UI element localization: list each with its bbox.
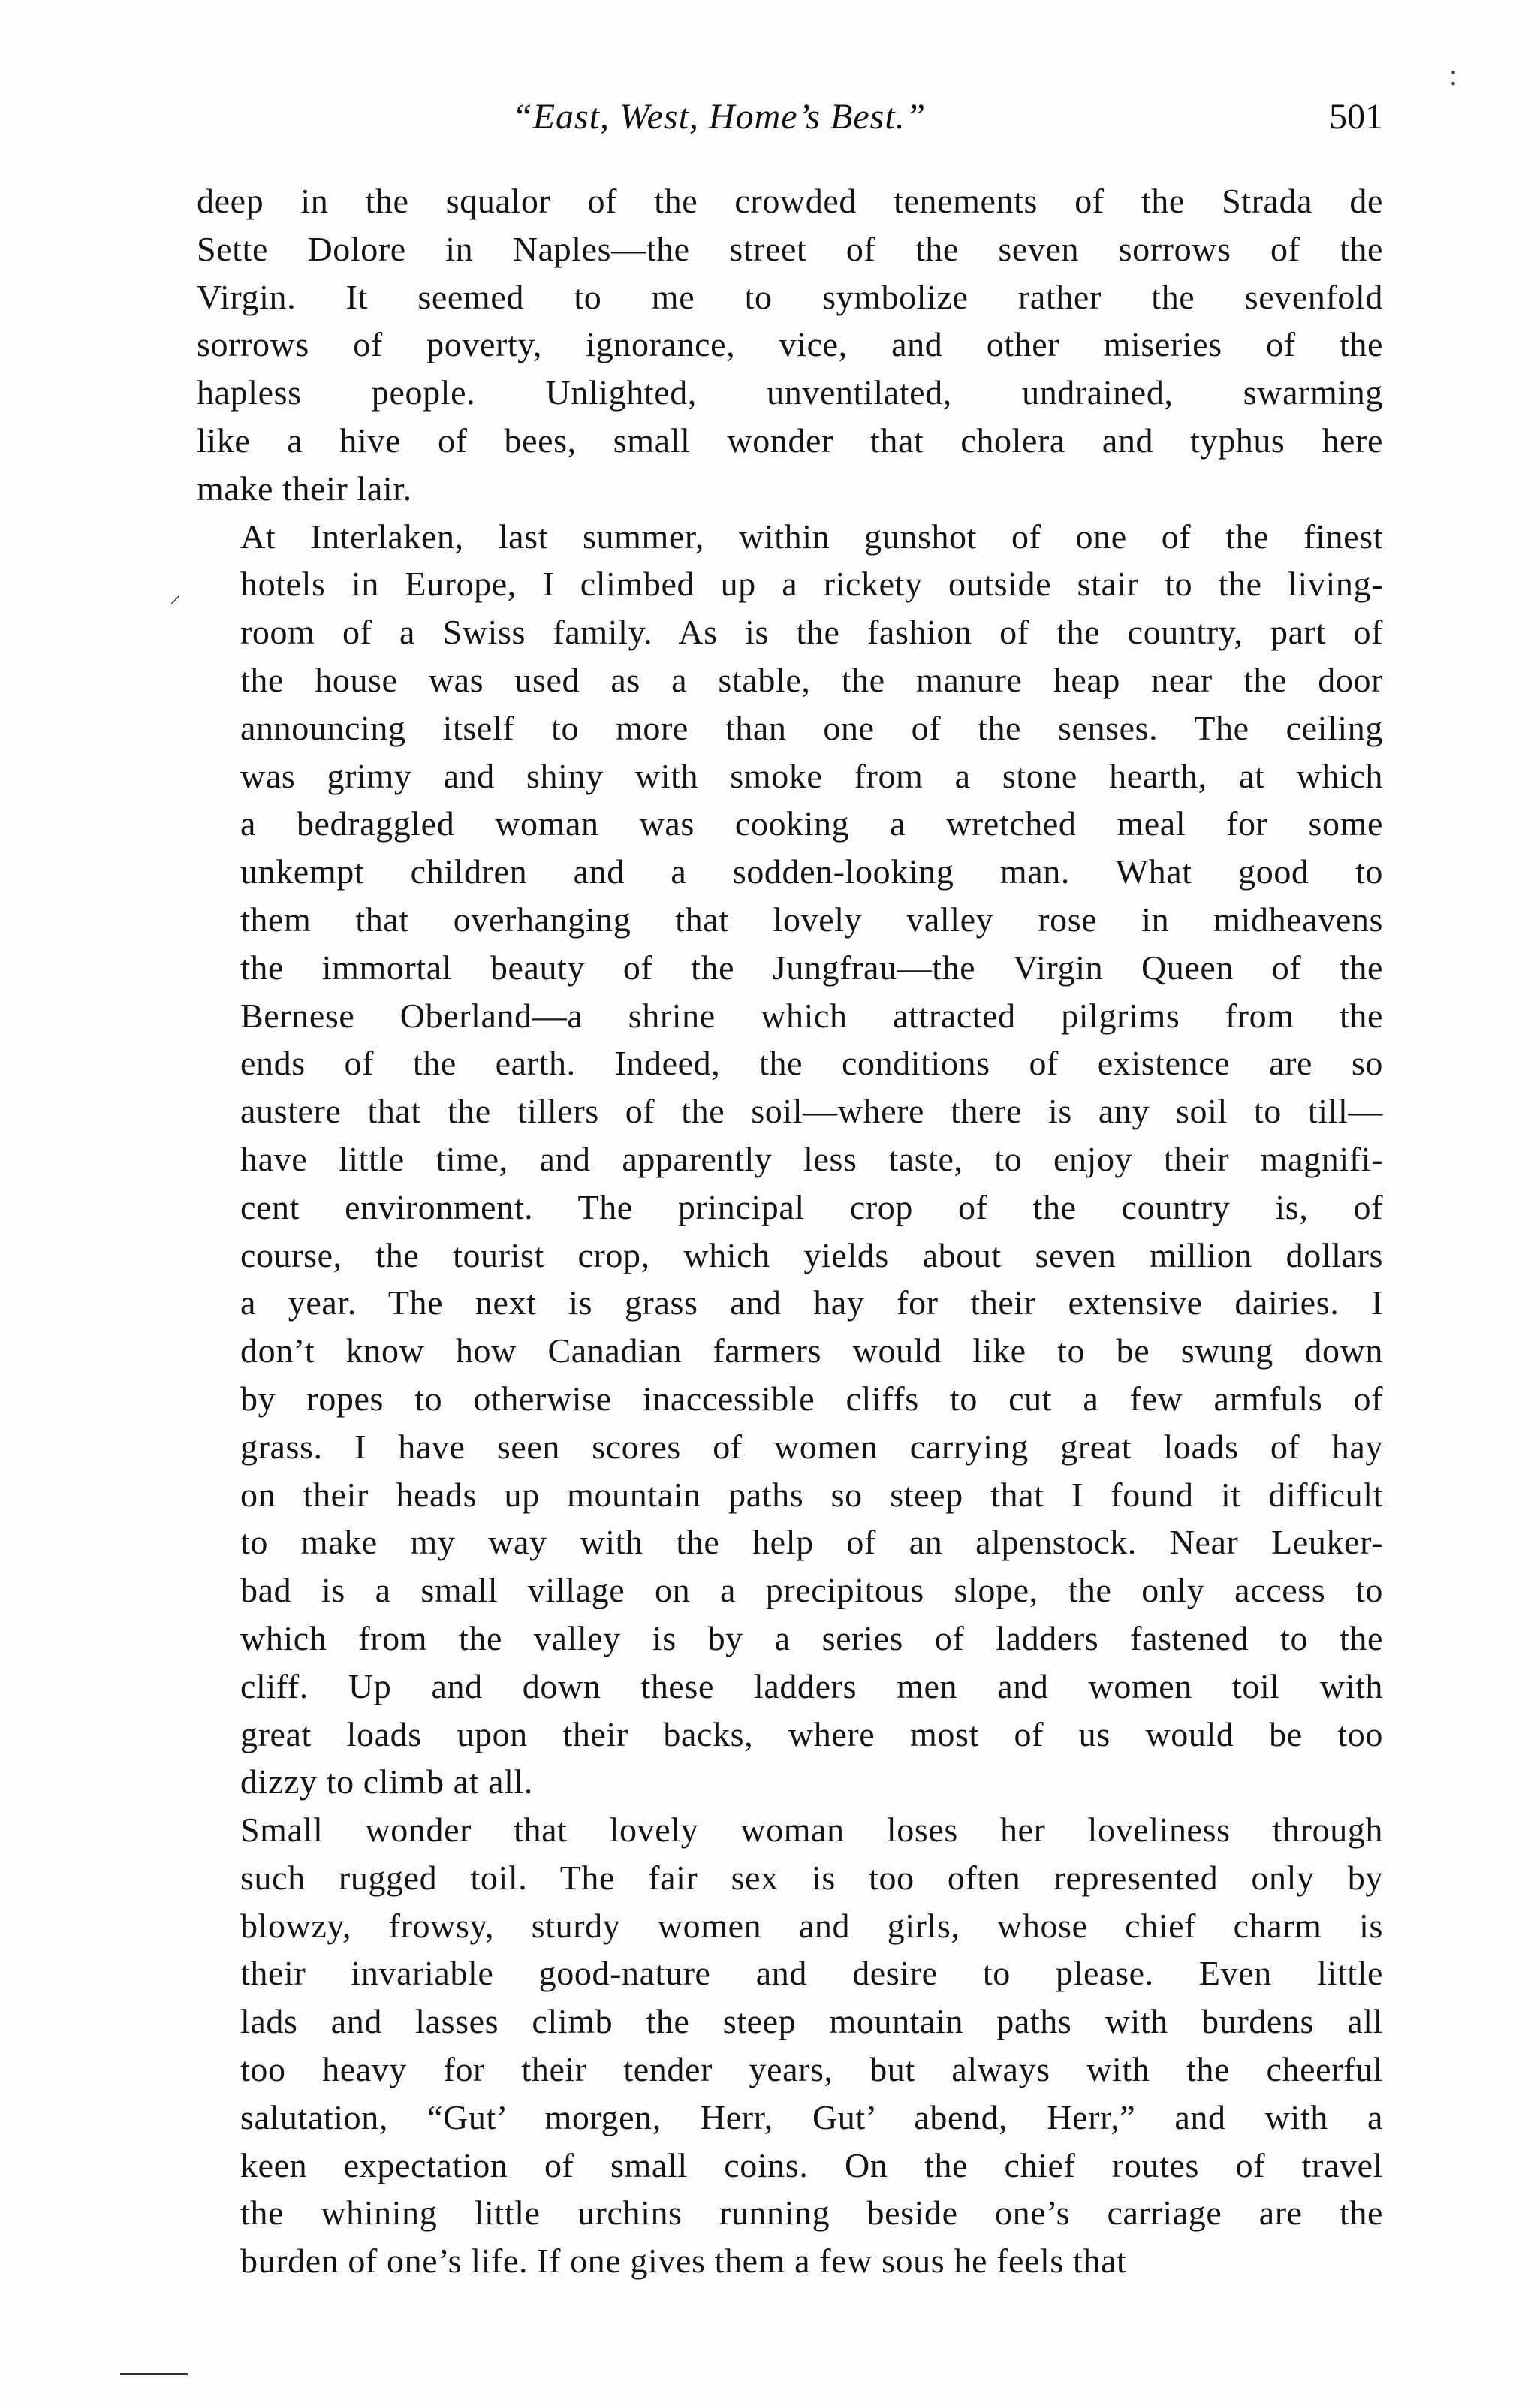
text-line: them that overhanging that lovely valley rose in midheavens bbox=[240, 900, 1383, 939]
text-line: Sette Dolore in Naples—the street of the seven sorrows of the bbox=[197, 229, 1383, 268]
text-line: keen expectation of small coins. On the chief routes of travel bbox=[240, 2145, 1383, 2184]
text-line: like a hive of bees, small wonder that cholera and typhus here bbox=[197, 421, 1383, 460]
text-line: have little time, and apparently less taste, to enjoy their magnifi- bbox=[240, 1139, 1383, 1178]
text-line: on their heads up mountain paths so steep that I found it difficult bbox=[240, 1475, 1383, 1514]
text-line: hotels in Europe, I climbed up a rickety outside stair to the living- bbox=[240, 565, 1383, 604]
text-line: blowzy, frowsy, sturdy women and girls, whose chief charm is bbox=[240, 1906, 1383, 1945]
text-line: unkempt children and a sodden-looking man. What good to bbox=[240, 852, 1383, 891]
text-line: such rugged toil. The fair sex is too often represented only by bbox=[240, 1858, 1383, 1897]
text-line: great loads upon their backs, where most of us would be too bbox=[240, 1714, 1383, 1753]
margin-mark-top: : bbox=[1448, 58, 1457, 92]
text-line: was grimy and shiny with smoke from a stone hearth, at which bbox=[240, 756, 1383, 795]
text-line: Small wonder that lovely woman loses her loveliness through bbox=[240, 1811, 1383, 1850]
text-line: ends of the earth. Indeed, the conditions of existence are so bbox=[240, 1044, 1383, 1083]
text-line: lads and lasses climb the steep mountain paths with burdens all bbox=[240, 2002, 1383, 2041]
text-line: austere that the tillers of the soil—where there is any soil to till— bbox=[240, 1092, 1383, 1131]
text-line: dizzy to climb at all. bbox=[240, 1762, 534, 1801]
text-line: make their lair. bbox=[197, 469, 412, 508]
body-text bbox=[197, 177, 1383, 2285]
margin-mark-left: ⸝ bbox=[170, 583, 181, 608]
text-line: by ropes to otherwise inaccessible cliffs to cut a few armfuls of bbox=[240, 1379, 1383, 1418]
text-line: At Interlaken, last summer, within gunshot of one of the finest bbox=[240, 517, 1383, 556]
text-line: which from the valley is by a series of ladders fastened to the bbox=[240, 1618, 1383, 1657]
text-line: cent environment. The principal crop of the country is, of bbox=[240, 1187, 1383, 1226]
text-line: a bedraggled woman was cooking a wretched meal for some bbox=[240, 804, 1383, 843]
running-title: “East, West, Home’s Best.” bbox=[512, 97, 927, 137]
text-line: the immortal beauty of the Jungfrau—the Virgin Queen of the bbox=[240, 948, 1383, 987]
text-line: sorrows of poverty, ignorance, vice, and other miseries of the bbox=[197, 325, 1383, 364]
page-number: 501 bbox=[1329, 97, 1383, 137]
text-line: course, the tourist crop, which yields about seven million dollars bbox=[240, 1235, 1383, 1274]
text-line: Bernese Oberland—a shrine which attracted pilgrims from the bbox=[240, 996, 1383, 1035]
margin-rule-bottom bbox=[120, 2373, 188, 2375]
text-line: a year. The next is grass and hay for their extensive dairies. I bbox=[240, 1283, 1383, 1322]
text-line: grass. I have seen scores of women carrying great loads of hay bbox=[240, 1427, 1383, 1466]
paragraph bbox=[197, 1806, 1383, 2285]
text-line: Virgin. It seemed to me to symbolize rather the sevenfold bbox=[197, 277, 1383, 316]
text-line: burden of one’s life. If one gives them a few sous he feels that bbox=[240, 2242, 1127, 2281]
text-line: bad is a small village on a precipitous slope, the only access to bbox=[240, 1571, 1383, 1610]
text-line: to make my way with the help of an alpenstock. Near Leuker- bbox=[240, 1523, 1383, 1562]
text-line: room of a Swiss family. As is the fashion of the country, part of bbox=[240, 613, 1383, 652]
text-line: the whining little urchins running beside one’s carriage are the bbox=[240, 2193, 1383, 2233]
text-line: cliff. Up and down these ladders men and women toil with bbox=[240, 1666, 1383, 1705]
page-header bbox=[197, 96, 1383, 149]
paragraph bbox=[197, 513, 1383, 1807]
text-line: too heavy for their tender years, but always with the cheerful bbox=[240, 2050, 1383, 2089]
text-line: deep in the squalor of the crowded tenements of the Strada de bbox=[197, 182, 1383, 220]
text-line: their invariable good-nature and desire to please. Even little bbox=[240, 1954, 1383, 1993]
text-line: don’t know how Canadian farmers would like to be swung down bbox=[240, 1331, 1383, 1370]
text-line: announcing itself to more than one of the senses. The ceiling bbox=[240, 708, 1383, 747]
text-line: salutation, “Gut’ morgen, Herr, Gut’ abend, Herr,” and with a bbox=[240, 2097, 1383, 2136]
paragraph bbox=[197, 177, 1383, 513]
text-line: hapless people. Unlighted, unventilated, undrained, swarming bbox=[197, 373, 1383, 412]
text-line: the house was used as a stable, the manure heap near the door bbox=[240, 660, 1383, 699]
